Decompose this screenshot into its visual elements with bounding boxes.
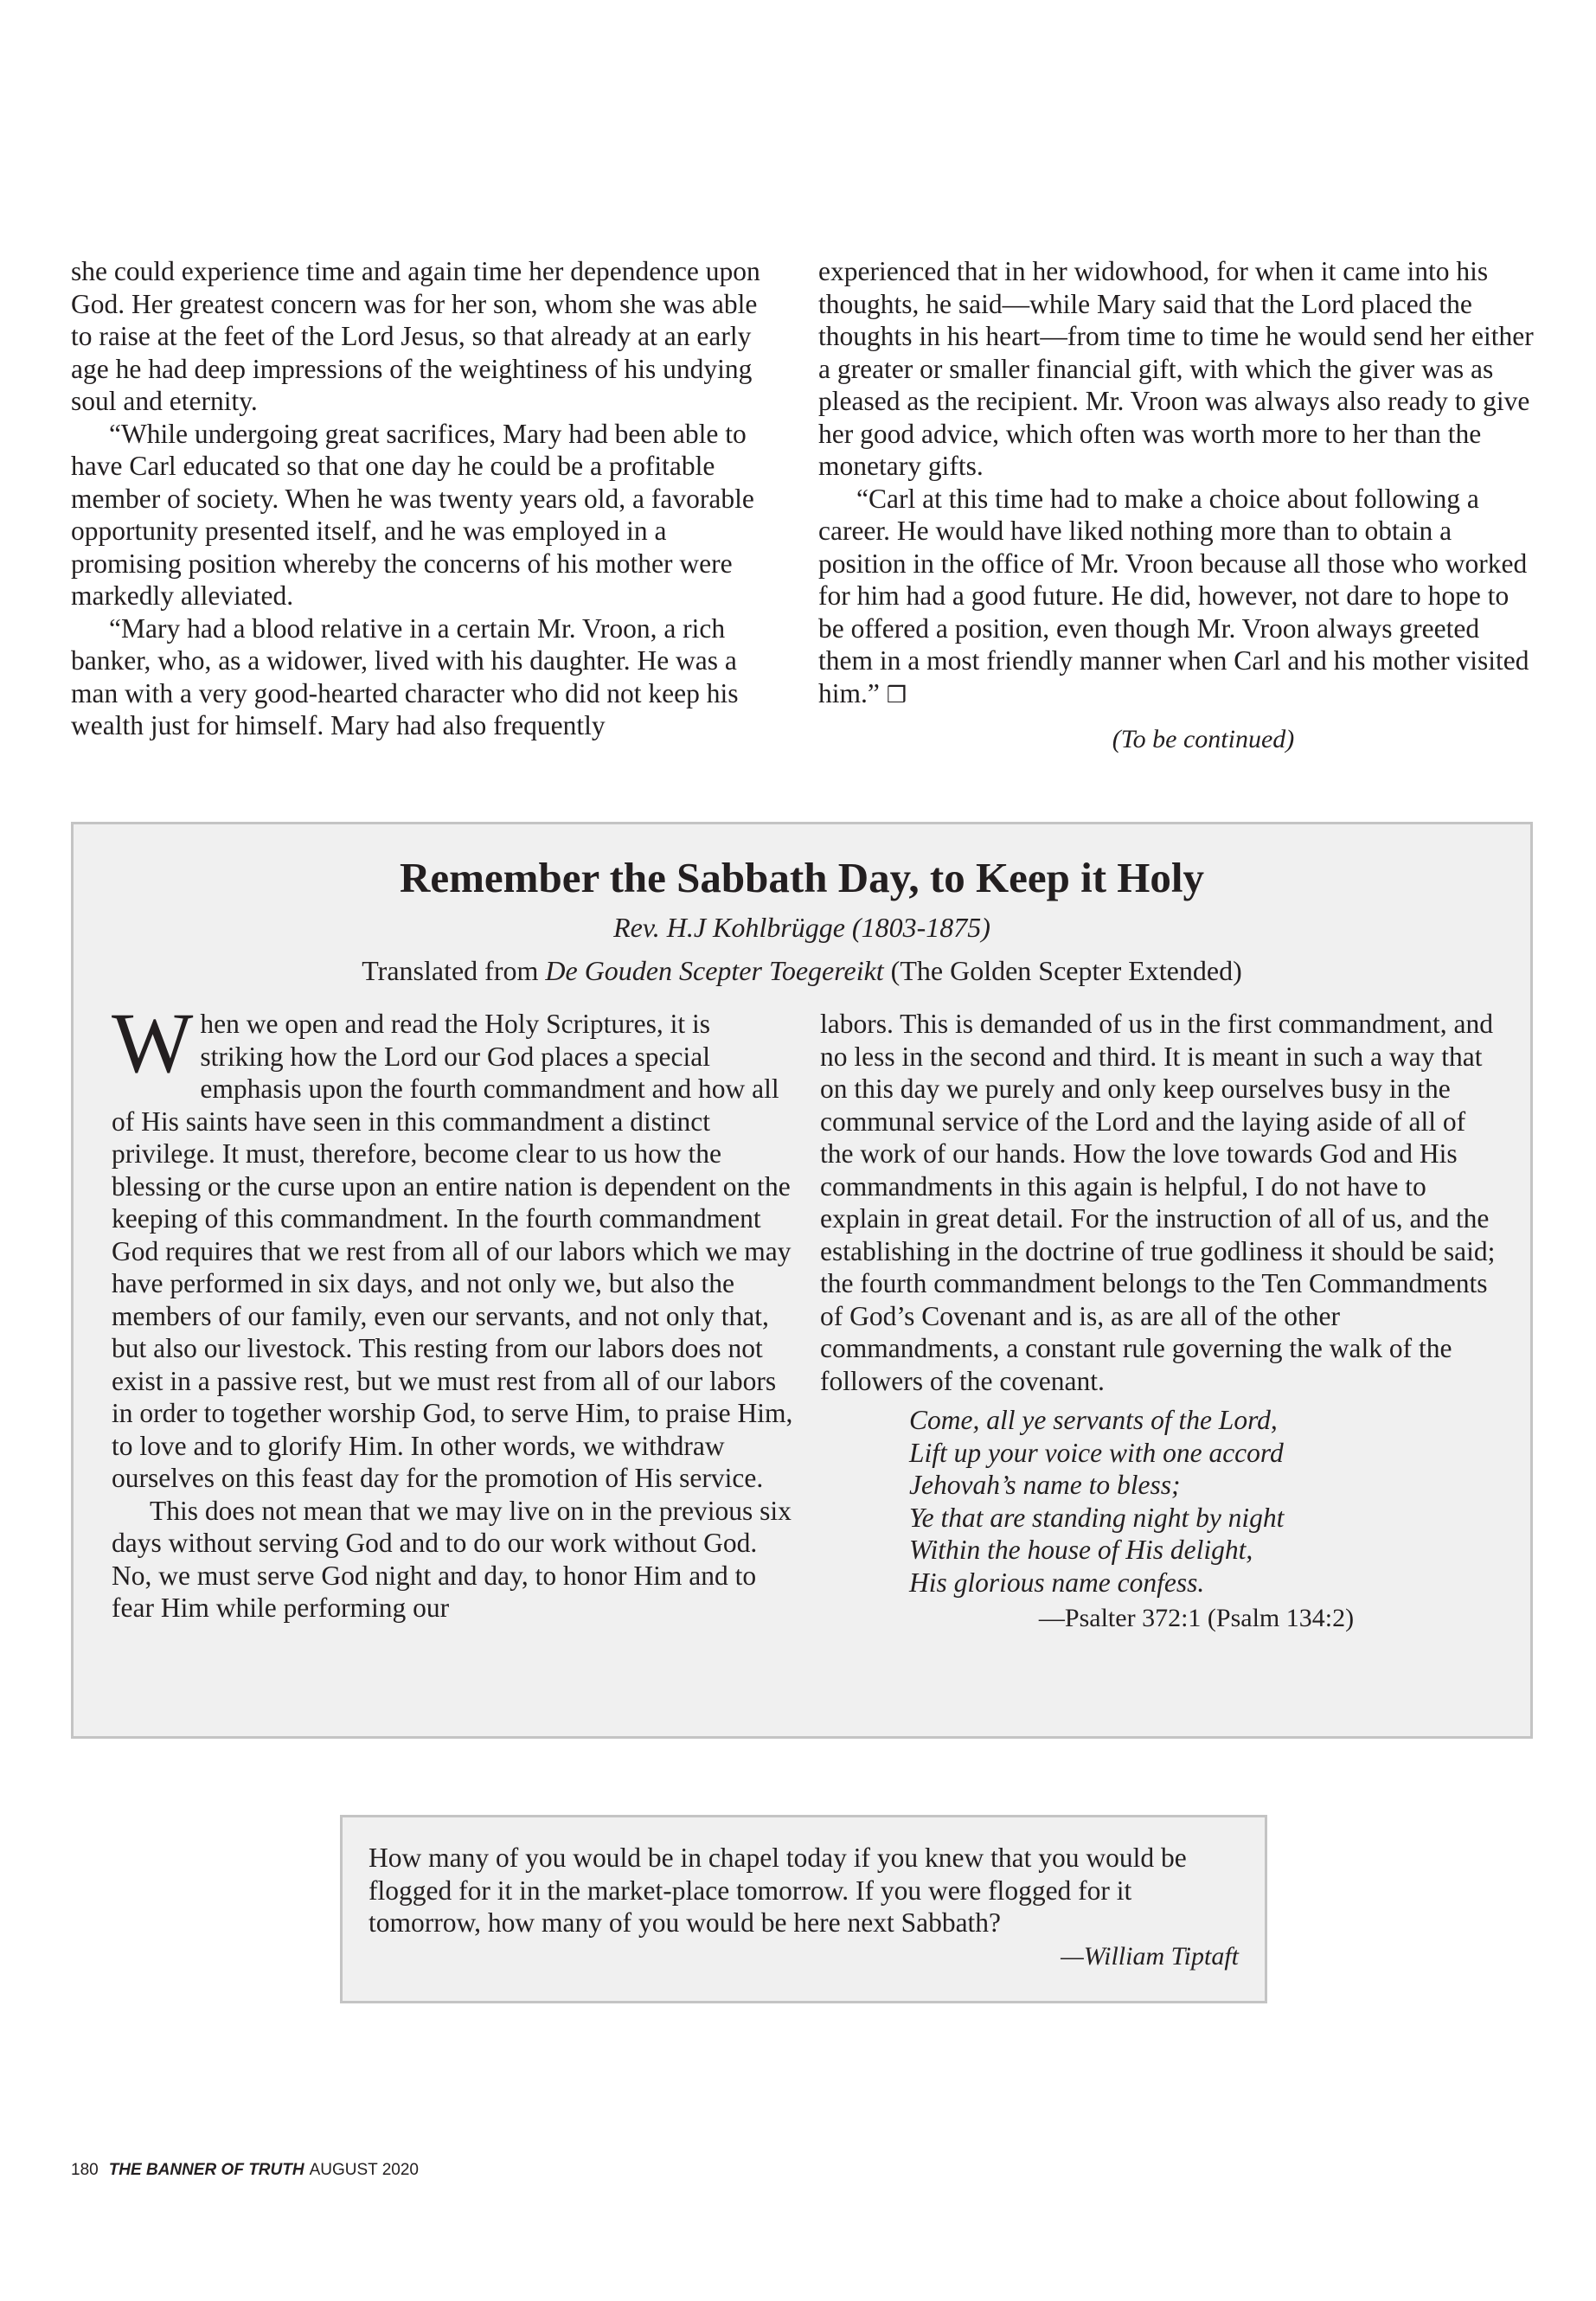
poem-line: Within the house of His delight, [909,1535,1253,1565]
article-paragraph [112,995,795,1495]
sabbath-article-box [71,822,1533,1739]
poem-line: Come, all ye servants of the Lord, [909,1405,1278,1435]
poem-line: His glorious name confess. [909,1567,1205,1598]
article-paragraph-text: hen we open and read the Holy Scriptures, it is striking how the Lord our God places a special emphasis upon the fourth commandment and how all of His saints have seen in this commandment a distinct privilege. It must, therefore, become clear to us how the blessing or the curse upon an entire nation is dependent on the keeping of this commandment. In the fourth commandment God requires that we rest from all of our labors which we may have performed in six days, and not only we, but also the members of our family, even our servants, and not only that, but also our livestock. This resting from our labors does not exist in a passive rest, but we must rest from all of our labors in order to together worship God, to serve Him, to praise Him, to love and to glorify Him. In other words, we withdraw ourselves on this feast day for the promotion of His service. [112,1009,793,1493]
poem-credit: —Psalter 372:1 (Psalm 134:2) [1038,1604,1355,1632]
story-paragraph [818,483,1536,713]
story-left-column [71,255,780,742]
translation-suffix: (The Golden Scepter Extended) [883,955,1242,986]
page-footer [71,2161,419,2180]
article-right-column [820,1008,1503,1635]
drop-cap: W [112,995,194,1091]
psalter-verse [820,1404,1503,1599]
translation-prefix: Translated from [362,955,546,986]
story-paragraph: experienced that in her widowhood, for when it came into his thoughts, he said—while Mary said that the Lord placed the thoughts in his heart—from time to time he would send her either a greater or smaller financial gift, with which the giver was as pleased as the recipient. Mr. Vroon was always also ready to give her good advice, which often was worth more to her than the monetary gifts. [818,256,1534,481]
quote-text: How many of you would be in chapel today if you knew that you would be flogged for it in the market-place tomorrow. If you were flogged for it tomorrow, how many of you would be here next Sabbath? [369,1843,1187,1938]
poem-line: Jehovah’s name to bless; [909,1470,1181,1500]
story-paragraph-text: “Carl at this time had to make a choice about following a career. He would have liked nothing more than to obtain a position in the office of Mr. Vroon because all those who worked for him had a good future. He did, however, not dare to hope to be offered a position, even though Mr. Vroon always greeted them in a most friendly manner when Carl and his mother visited him.” [818,483,1529,708]
issue-date: AUGUST 2020 [309,2161,419,2179]
article-paragraph: This does not mean that we may live on in the previous six days without serving God and to do our work without God. No, we must serve God night and day, to honor Him and to fear Him while performing our [112,1495,792,1623]
story-paragraph: “While undergoing great sacrifices, Mary had been able to have Carl educated so that one day he could be a profitable member of society. When he was twenty years old, a favorable opportunity presented itself, and he was employed in a promising position whereby the concerns of his mother were markedly alleviated. [71,418,754,611]
story-right-column [818,255,1536,712]
poem-line: Lift up your voice with one accord [909,1437,1284,1468]
article-left-column [112,995,795,1625]
page-number: 180 [71,2161,99,2179]
article-author: Rev. H.J Kohlbrügge (1803-1875) [613,912,990,943]
quote-attribution: —William Tiptaft [1061,1942,1239,1971]
to-be-continued: (To be continued) [1112,725,1295,753]
article-translation-note [74,954,1530,987]
story-paragraph: “Mary had a blood relative in a certain Mr. Vroon, a rich banker, who, as a widower, lived with his daughter. He was a man with a very good-hearted character who did not keep his wealth just for himself. Mary had also frequently [71,612,739,740]
article-title: Remember the Sabbath Day, to Keep it Holy [399,854,1205,901]
article-paragraph: labors. This is demanded of us in the first commandment, and no less in the second and third. It is meant in such a way that on this day we purely and only keep ourselves busy in the communal service of the Lord and the laying aside of all of the work of our hands. How the love towards God and His commandments in this again is helpful, I do not have to explain in great detail. For the instruction of all of us, and the establishing in the doctrine of true godliness it should be said; the fourth commandment belongs to the Ten Commandments of God’s Covenant and is, as are all of the other commandments, a constant rule governing the walk of the followers of the covenant. [820,1009,1496,1396]
poem-line: Ye that are standing night by night [909,1502,1285,1533]
translation-source-title: De Gouden Scepter Toegereikt [545,955,884,986]
story-paragraph: she could experience time and again time her dependence upon God. Her greatest concern was for her son, whom she was able to raise at the feet of the Lord Jesus, so that already at an early age he had deep impressions of the weightiness of his undying soul and eternity. [71,256,760,416]
publication-name: THE BANNER OF TRUTH [108,2161,304,2179]
end-mark-icon: ❒ [886,682,907,708]
quote-box [340,1815,1267,2003]
